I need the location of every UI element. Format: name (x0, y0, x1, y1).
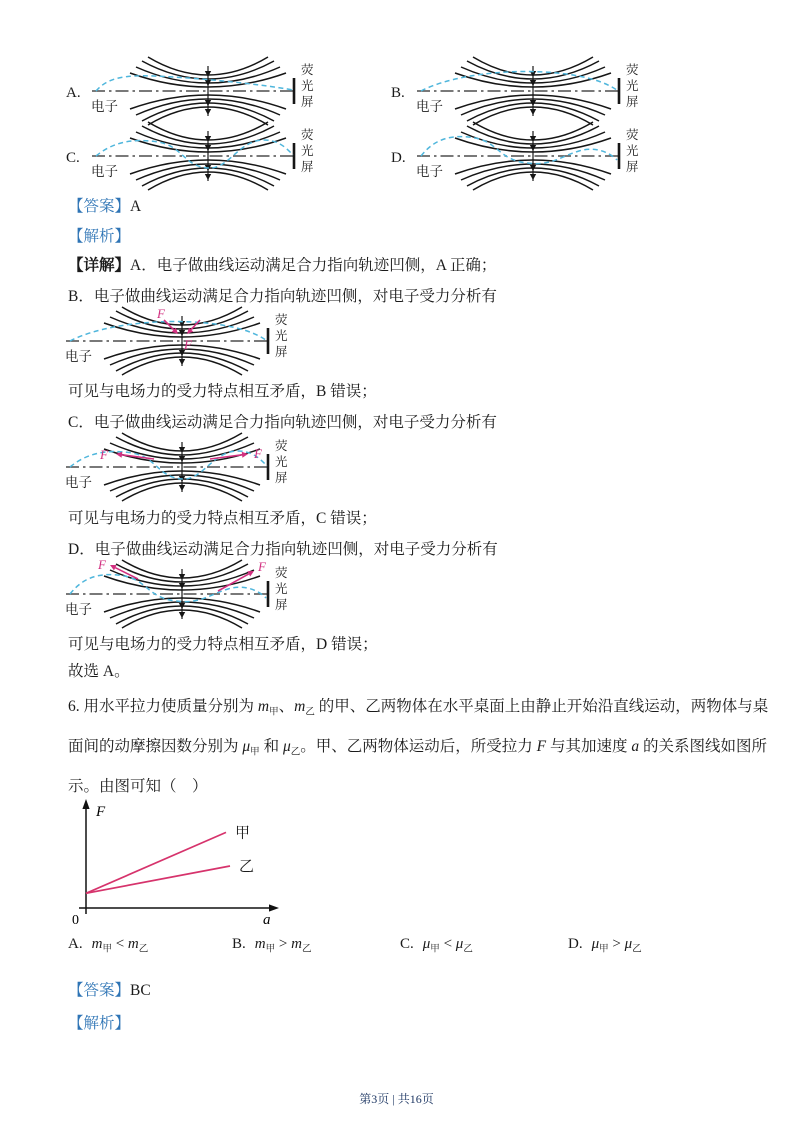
electron-trajectory (70, 575, 266, 602)
graph-ylabel: F (96, 804, 106, 820)
q6-option-b-expr: $m_甲 > m_乙$ (254, 936, 312, 955)
q6-answer-line (68, 980, 151, 1002)
screen-label-char: 光 (301, 79, 314, 93)
q5-answer-line (68, 196, 141, 218)
force-label: F (184, 337, 192, 352)
page-footer: 第3页 | 共16页 (359, 1092, 434, 1106)
detail-text-a: A．电子做曲线运动满足合力指向轨迹凹侧，A 正确； (130, 257, 497, 274)
diagram-option-a (88, 56, 318, 131)
f-a-graph (64, 796, 299, 926)
option-label-c: C. (66, 150, 80, 166)
field-diagram-svg (413, 121, 643, 191)
field-diagram-svg (413, 56, 643, 126)
q6-option-a-label: A. (68, 936, 83, 952)
option-label-a: A. (66, 85, 81, 101)
option-label-b: B. (391, 85, 405, 101)
electron-label: 电子 (416, 99, 443, 114)
q5-option-d (391, 121, 643, 196)
q5-conclusion-d: 可见与电场力的受力特点相互矛盾，D 错误； (68, 636, 378, 653)
q6-option-a (68, 936, 148, 953)
q5-detail-line-d: D．电子做曲线运动满足合力指向轨迹凹侧，对电子受力分析有 (68, 541, 498, 558)
electron-trajectory (421, 137, 617, 164)
electron-label: 电子 (91, 99, 118, 114)
q6-analysis-tag: 【解析】 (68, 1015, 131, 1032)
q6-stem-line-2: 面间的动摩擦因数分别为 $\mu_甲$ 和 $\mu_乙$。甲、乙两物体运动后，所受拉力 F 与其加速度 a 的关系图线如图所 (68, 738, 768, 758)
screen-label-char: 屏 (626, 160, 639, 174)
answer-tag: 【答案】 (68, 982, 131, 999)
field-diagram-svg (88, 121, 318, 191)
screen-label-char: 荧 (626, 128, 639, 142)
electron-label: 电子 (65, 602, 92, 617)
q5-detail-line-a (68, 255, 496, 277)
screen-label-char: 荧 (301, 128, 314, 142)
diagram-analysis-d (62, 559, 292, 634)
screen-label-char: 荧 (626, 63, 639, 77)
screen-label-char: 荧 (301, 63, 314, 77)
graph-line-甲 (86, 832, 226, 893)
q6-option-b (232, 936, 311, 953)
q6-option-c (400, 936, 473, 953)
screen-label-char: 荧 (275, 439, 288, 453)
screen-label-char: 屏 (301, 160, 314, 174)
screen-label-char: 荧 (275, 566, 288, 580)
q5-detail-line-c: C．电子做曲线运动满足合力指向轨迹凹侧，对电子受力分析有 (68, 414, 497, 431)
y-axis-arrow (82, 799, 89, 809)
field-diagram-svg (62, 306, 292, 376)
graph-line-label: 甲 (235, 825, 251, 842)
screen-label-char: 屏 (275, 471, 288, 485)
answer-tag: 【答案】 (68, 198, 131, 215)
screen-label-char: 屏 (275, 345, 288, 359)
electron-label: 电子 (416, 164, 443, 179)
electron-label: 电子 (91, 164, 118, 179)
force-label: F (157, 306, 165, 321)
screen-label-char: 屏 (626, 95, 639, 109)
force-label: F (98, 559, 106, 572)
q5-detail-line-b: B．电子做曲线运动满足合力指向轨迹凹侧，对电子受力分析有 (68, 288, 497, 305)
force-label: F (100, 447, 108, 462)
screen-label-char: 光 (626, 144, 639, 158)
q5-option-c (66, 121, 318, 196)
q6-option-c-expr: $\mu_甲 < \mu_乙$ (422, 936, 473, 955)
field-diagram-svg (88, 56, 318, 126)
q6-option-a-expr: $m_甲 < m_乙$ (91, 936, 149, 955)
q6-option-d-label: D. (568, 936, 583, 952)
field-diagram-svg (62, 432, 292, 502)
graph-series (86, 824, 254, 893)
q5-conclusion-b: 可见与电场力的受力特点相互矛盾，B 错误； (68, 383, 377, 400)
answer-value: BC (130, 982, 151, 999)
electron-label: 电子 (65, 475, 92, 490)
q5-final-choice: 故选 A。 (68, 663, 130, 680)
screen-label-char: 屏 (275, 598, 288, 612)
field-diagram-svg (62, 559, 292, 629)
screen-label-char: 光 (275, 582, 288, 596)
q5-analysis-tag: 【解析】 (68, 228, 131, 245)
q6-option-d-expr: $\mu_甲 > \mu_乙$ (591, 936, 642, 955)
detail-tag: 【详解】 (68, 257, 131, 274)
electron-trajectory (96, 76, 293, 91)
graph-xlabel: a (263, 912, 271, 926)
q6-stem-line-1: 6. 用水平拉力使质量分别为 $m_甲$、$m_乙$ 的甲、乙两物体在水平桌面上由静止开始沿直线运动，两物体与桌 (68, 698, 769, 718)
q5-conclusion-c: 可见与电场力的受力特点相互矛盾，C 错误； (68, 510, 377, 527)
force-label: F (258, 559, 266, 574)
diagram-option-d (413, 121, 643, 196)
q5-option-a (66, 56, 318, 131)
force-label: F (254, 446, 262, 461)
screen-label-char: 光 (626, 79, 639, 93)
screen-label-char: 光 (301, 144, 314, 158)
diagram-analysis-b (62, 306, 292, 381)
screen-label-char: 光 (275, 329, 288, 343)
screen-label-char: 荧 (275, 313, 288, 327)
graph-line-乙 (86, 866, 230, 893)
q6-stem-line-3: 示。由图可知（ ） (68, 778, 208, 795)
graph-line-label: 乙 (239, 859, 255, 875)
answer-value: A (130, 198, 142, 215)
graph-origin-label: 0 (72, 913, 79, 926)
q6-option-c-label: C. (400, 936, 414, 952)
x-axis-arrow (269, 904, 279, 911)
diagram-analysis-c (62, 432, 292, 507)
screen-label-char: 光 (275, 455, 288, 469)
diagram-option-b (413, 56, 643, 131)
diagram-option-c (88, 121, 318, 196)
electron-label: 电子 (65, 349, 92, 364)
q5-option-b (391, 56, 643, 131)
screen-label-char: 屏 (301, 95, 314, 109)
q6-option-b-label: B. (232, 936, 246, 952)
option-label-d: D. (391, 150, 406, 166)
q6-option-d (568, 936, 642, 953)
